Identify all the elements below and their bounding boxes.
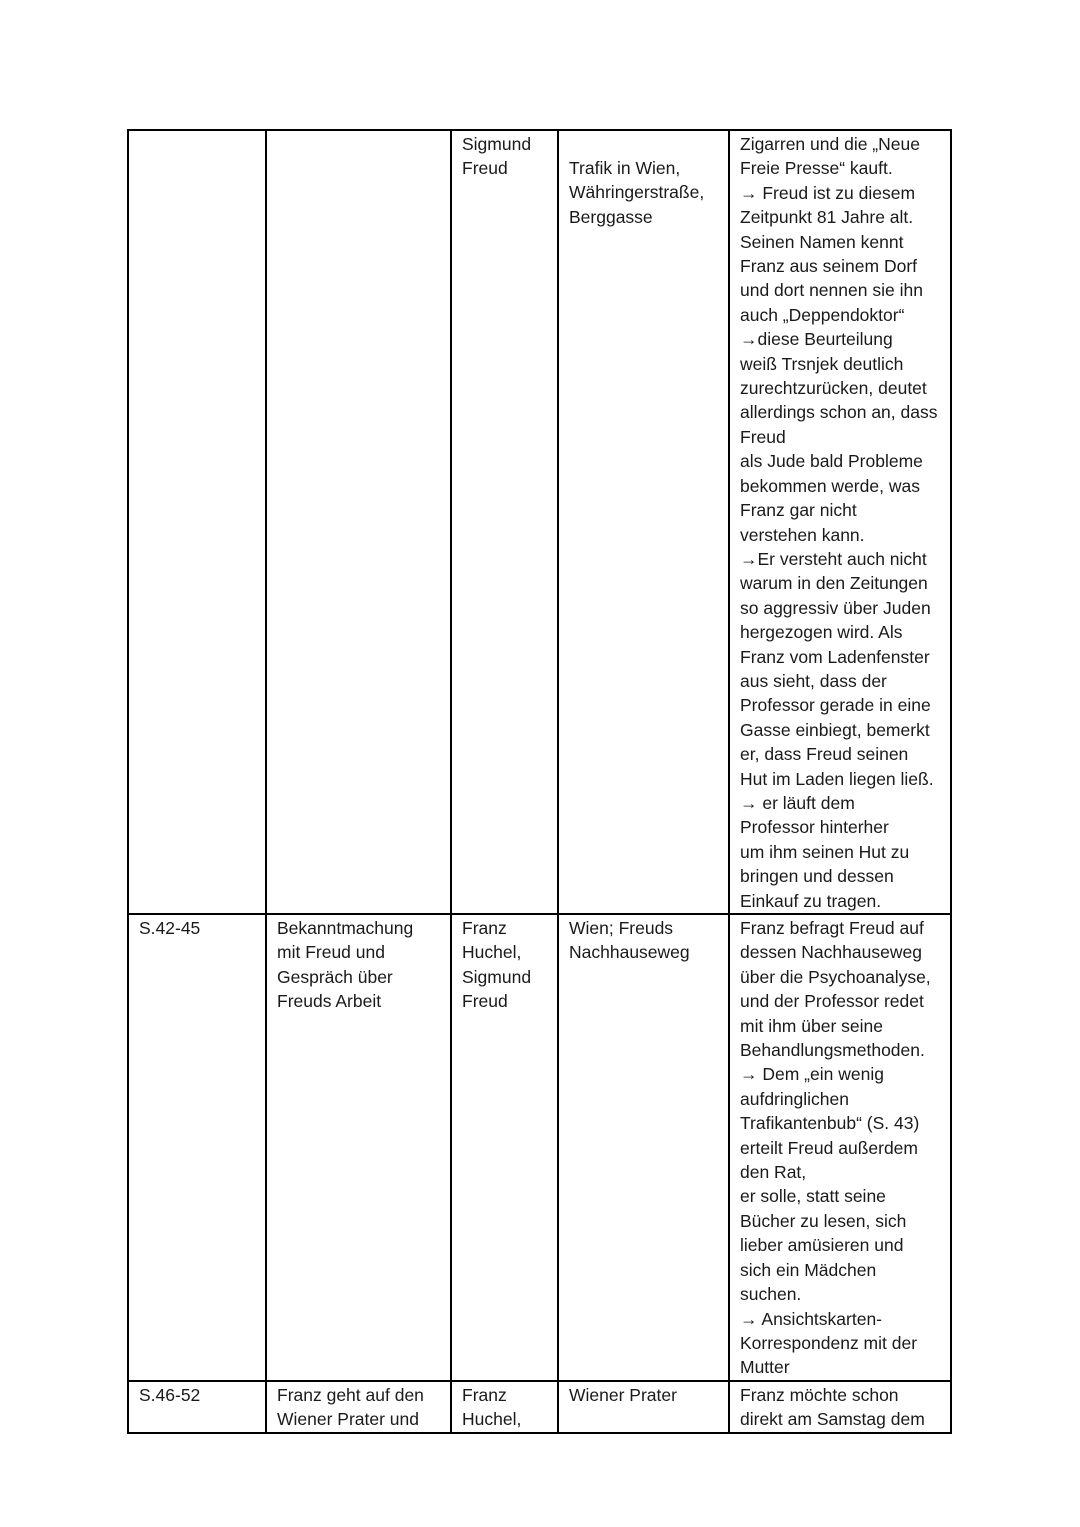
characters-cell: [451, 1381, 558, 1433]
cell-line: Seinen Namen kennt: [740, 231, 904, 252]
cell-line: Franz aus seinem Dorf: [740, 256, 918, 277]
cell-line: er, dass Freud seinen: [740, 744, 909, 765]
cell-line: Wiener Prater und: [277, 1409, 420, 1430]
scene-cell: [266, 130, 451, 914]
cell-line: um ihm seinen Hut zu: [740, 841, 910, 862]
cell-line: Professor hinterher: [740, 817, 889, 838]
place-cell: [558, 914, 729, 1381]
table-row: [128, 130, 951, 914]
cell-line: Franz befragt Freud auf: [740, 918, 924, 938]
cell-line: hergezogen wird. Als: [740, 622, 903, 643]
cell-line: Franz vom Ladenfenster: [740, 646, 930, 667]
table-row: [128, 914, 951, 1381]
cell-line: Freud: [740, 426, 786, 447]
cell-line: Bücher zu lesen, sich: [740, 1210, 907, 1231]
cell-line: Huchel,: [462, 942, 522, 963]
cell-line: Trafikantenbub“ (S. 43): [740, 1113, 920, 1134]
cell-line: → Dem „ein wenig: [740, 1064, 884, 1085]
cell-line: allerdings schon an, dass: [740, 402, 938, 423]
place-cell: [558, 130, 729, 914]
cell-line: sich ein Mädchen: [740, 1259, 877, 1280]
table-row: [128, 1381, 951, 1433]
place-cell: [558, 1381, 729, 1433]
cell-line: Währingerstraße,: [569, 182, 705, 203]
cell-line: Nachhauseweg: [569, 942, 690, 963]
page-cell: [128, 914, 266, 1381]
cell-line: bringen und dessen: [740, 866, 894, 887]
cell-line: aufdringlichen: [740, 1088, 849, 1109]
cell-line: auch „Deppendoktor“: [740, 304, 905, 325]
characters-cell: [451, 914, 558, 1381]
cell-line: als Jude bald Probleme: [740, 451, 923, 472]
cell-line: Freuds Arbeit: [277, 991, 382, 1012]
cell-line: Zeitpunkt 81 Jahre alt.: [740, 207, 914, 228]
cell-line: Sigmund: [462, 966, 532, 987]
page-cell: [128, 130, 266, 914]
cell-line: → Freud ist zu diesem: [740, 182, 916, 203]
cell-line: Einkauf zu tragen.: [740, 890, 882, 911]
cell-spacer: [569, 132, 719, 156]
cell-line: aus sieht, dass der: [740, 670, 887, 691]
cell-line: weiß Trsnjek deutlich: [740, 353, 904, 374]
cell-line: mit Freud und: [277, 942, 385, 963]
cell-line: Wiener Prater: [569, 1384, 677, 1405]
cell-line: warum in den Zeitungen: [740, 573, 928, 594]
cell-line: Franz geht auf den: [277, 1384, 424, 1405]
cell-line: Sigmund: [462, 134, 532, 154]
cell-line: dessen Nachhauseweg: [740, 942, 922, 963]
scene-cell: [266, 1381, 451, 1433]
cell-line: →diese Beurteilung: [740, 329, 893, 350]
page-cell: [128, 1381, 266, 1433]
cell-line: Gespräch über: [277, 966, 393, 987]
cell-line: bekommen werde, was: [740, 475, 920, 496]
cell-line: Wien; Freuds: [569, 918, 674, 938]
cell-line: Mutter: [740, 1357, 790, 1378]
cell-line: Behandlungsmethoden.: [740, 1040, 925, 1061]
page-range: S.42-45: [139, 918, 201, 938]
cell-line: → er läuft dem: [740, 792, 855, 813]
cell-line: Freud: [462, 158, 508, 179]
cell-line: Gasse einbiegt, bemerkt: [740, 719, 930, 740]
cell-line: Korrespondenz mit der: [740, 1332, 918, 1353]
cell-line: er solle, statt seine: [740, 1186, 886, 1207]
cell-line: suchen.: [740, 1284, 802, 1305]
cell-line: →Er versteht auch nicht: [740, 548, 927, 569]
cell-line: und der Professor redet: [740, 991, 924, 1012]
cell-line: über die Psychoanalyse,: [740, 966, 931, 987]
content-cell: [729, 914, 951, 1381]
cell-line: mit ihm über seine: [740, 1015, 883, 1036]
cell-line: zurechtzurücken, deutet: [740, 378, 927, 399]
content-cell: [729, 130, 951, 914]
cell-line: Huchel,: [462, 1409, 522, 1430]
cell-line: Franz möchte schon: [740, 1384, 899, 1405]
cell-line: Berggasse: [569, 206, 653, 227]
cell-line: den Rat,: [740, 1162, 807, 1183]
cell-line: Bekanntmachung: [277, 918, 414, 938]
cell-line: Hut im Laden liegen ließ.: [740, 768, 934, 789]
page-range: S.46-52: [139, 1384, 201, 1405]
cell-line: erteilt Freud außerdem: [740, 1137, 918, 1158]
cell-line: so aggressiv über Juden: [740, 597, 931, 618]
cell-line: direkt am Samstag dem: [740, 1409, 925, 1430]
cell-line: lieber amüsieren und: [740, 1235, 904, 1256]
cell-line: Franz gar nicht: [740, 500, 857, 521]
cell-line: Freud: [462, 991, 508, 1012]
cell-line: und dort nennen sie ihn: [740, 280, 923, 301]
cell-line: Franz: [462, 1384, 507, 1405]
content-cell: [729, 1381, 951, 1433]
cell-line: Zigarren und die „Neue: [740, 134, 920, 154]
cell-line: Freie Presse“ kauft.: [740, 158, 893, 179]
cell-line: Trafik in Wien,: [569, 158, 681, 178]
cell-line: → Ansichtskarten-: [740, 1308, 882, 1329]
cell-line: Franz: [462, 918, 507, 938]
cell-line: verstehen kann.: [740, 524, 865, 545]
scene-cell: [266, 914, 451, 1381]
cell-line: Professor gerade in eine: [740, 695, 931, 716]
characters-cell: [451, 130, 558, 914]
synopsis-table: [127, 129, 952, 1434]
